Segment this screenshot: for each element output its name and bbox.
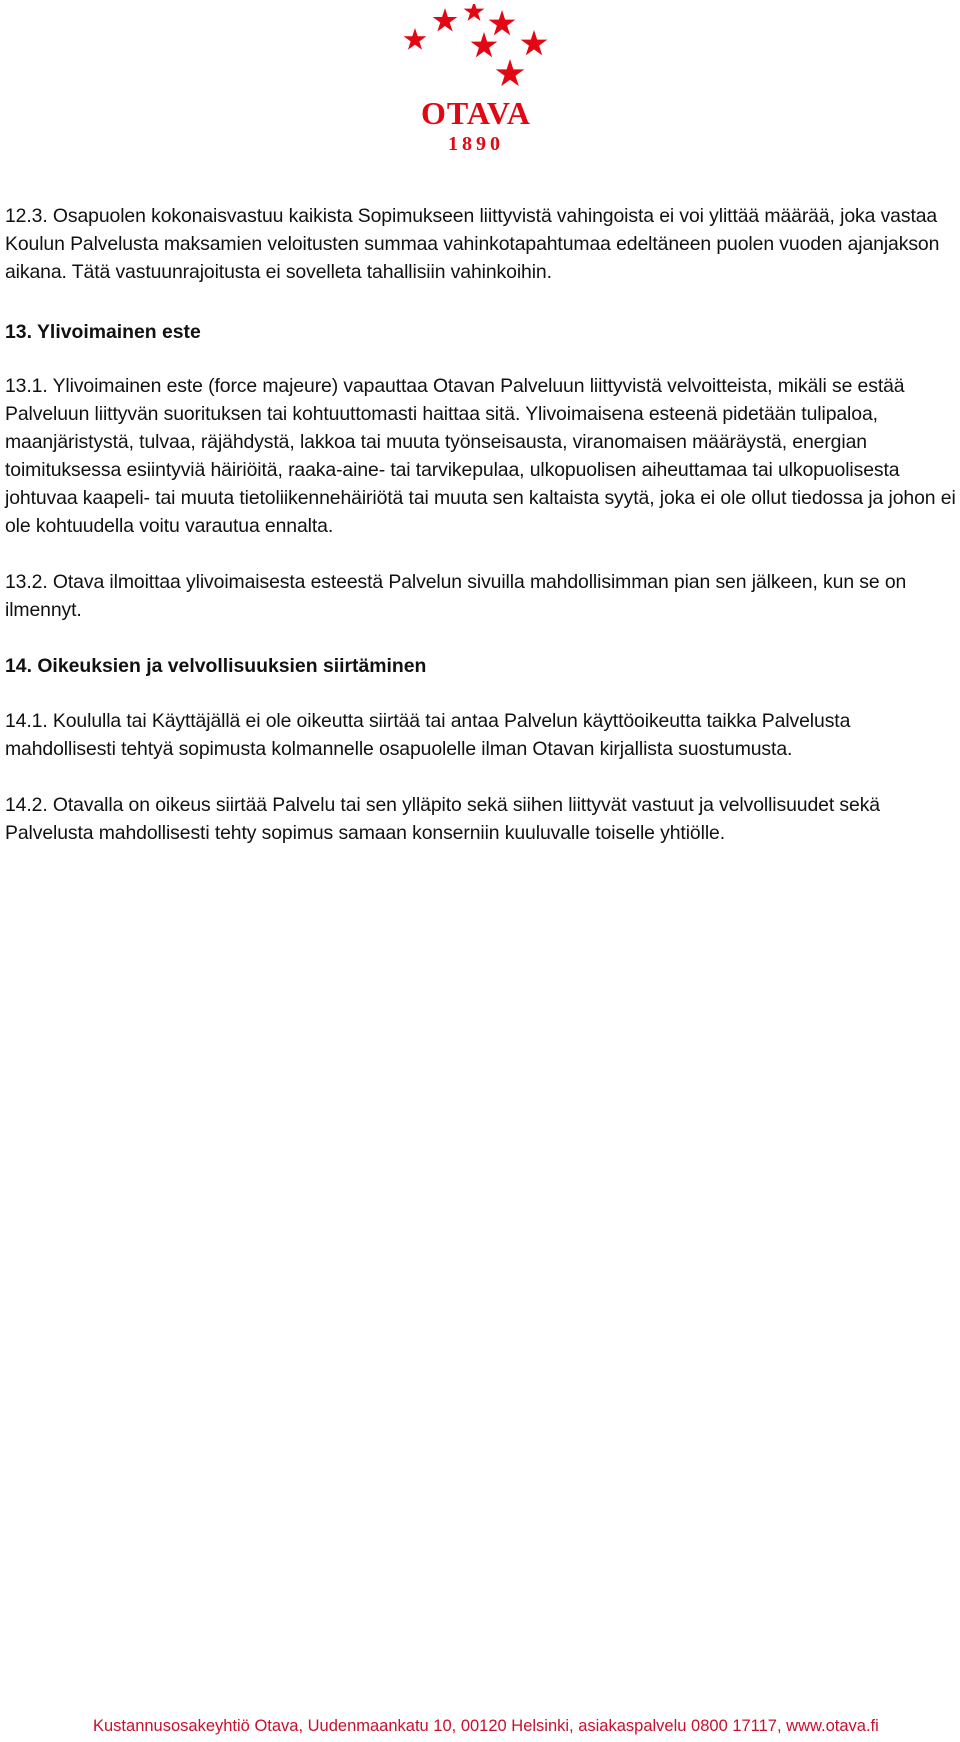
logo-year: 1890 bbox=[448, 133, 504, 154]
otava-logo bbox=[394, 4, 560, 154]
paragraph-12-3: 12.3. Osapuolen kokonaisvastuu kaikista Sopimukseen liittyvistä vahingoista ei voi ylittää määrää, joka vastaa Koulun Palvelusta maksamien veloitusten summaa vahinkotapahtumaa edeltäneen puolen vuoden ajanjakson aikana. Tätä vastuunrajoitusta ei sovelleta tahallisiin vahinkoihin. bbox=[5, 205, 940, 283]
heading-14: 14. Oikeuksien ja velvollisuuksien siirtäminen bbox=[5, 655, 427, 677]
paragraph-14-2: 14.2. Otavalla on oikeus siirtää Palvelu tai sen ylläpito sekä siihen liittyvät vastuut ja velvollisuudet sekä Palvelusta mahdollisesti tehty sopimus samaan konserniin kuuluvalle toiselle yhtiölle. bbox=[5, 794, 880, 844]
paragraph-13-2: 13.2. Otava ilmoittaa ylivoimaisesta esteestä Palvelun sivuilla mahdollisimman pian sen jälkeen, kun se on ilmennyt. bbox=[5, 571, 907, 621]
page-footer: Kustannusosakeyhtiö Otava, Uudenmaankatu 10, 00120 Helsinki, asiakaspalvelu 0800 17117, www.otava.fi bbox=[93, 1717, 879, 1735]
stars-logo-icon bbox=[394, 4, 560, 154]
heading-13: 13. Ylivoimainen este bbox=[5, 321, 201, 343]
paragraph-14-1: 14.1. Koululla tai Käyttäjällä ei ole oikeutta siirtää tai antaa Palvelun käyttöoikeutta taikka Palvelusta mahdollisesti tehtyä sopimusta kolmannelle osapuolelle ilman Otavan kirjallista suostumusta. bbox=[5, 710, 851, 760]
paragraph-13-1: 13.1. Ylivoimainen este (force majeure) vapauttaa Otavan Palveluun liittyvistä velvoitteista, mikäli se estää Palveluun liittyvän suorituksen tai kohtuuttomasti haittaa sitä. Ylivoimaisena esteenä pidetään tulipaloa, maanjäristystä, tulvaa, räjähdystä, lakkoa tai muuta työnseisausta, viranomaisen määräystä, energian toimituksessa esiintyviä häiriöitä, raaka-aine- tai tarvikepulaa, ulkopuolisen aiheuttamaa tai ulkopuolisesta johtuvaa kaapeli- tai muuta tietoliikennehäiriötä tai muuta sen kaltaista syytä, joka ei ole ollut tiedossa ja johon ei ole kohtuudella voitu varautua ennalta. bbox=[5, 375, 956, 537]
logo-wordmark: OTAVA bbox=[421, 95, 531, 131]
